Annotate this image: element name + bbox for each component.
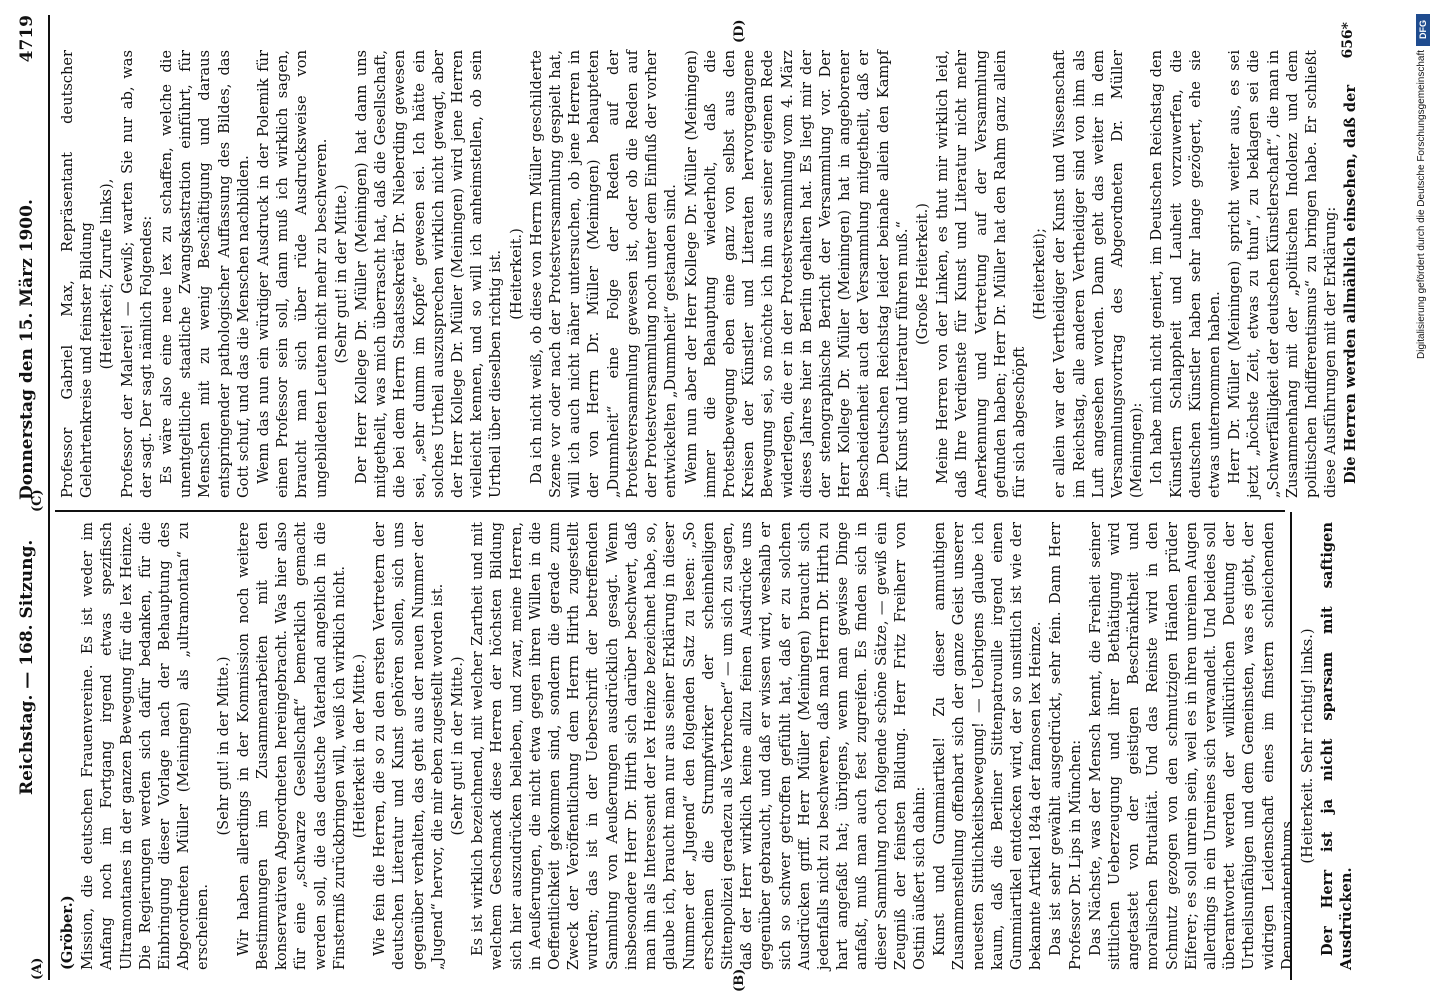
interjection: (Sehr gut! in der Mitte.): [332, 184, 350, 364]
paragraph: Herr Dr. Müller (Meiningen) spricht weiter aus, es sei jetzt „höchste Zeit, etwas zu thun“, zu beklagen sei die „Schwerfälligkeit der deutschen Künstlerschaft“, die man in Zusammenhang mit der „politischen Indolenz und dem politischen Indifferentismus“ zu bringen habe. Er schließt diese Ausführungen mit der Erklärung:: [1226, 50, 1340, 498]
session-date: Donnerstag den 15. März 1900.: [17, 199, 37, 500]
right-column: [58, 50, 1360, 498]
paragraph: Die Herren werden allmählich einsehen, daß der: [1342, 84, 1360, 484]
paragraph: Der Herr Kollege Dr. Müller (Meiningen) hat dann uns mitgetheilt, was mich überrascht hat, daß die Gesellschaft, die bei dem Herrn Staatssekretär Dr. Nieberding gewesen sei, „sehr dumm im Kopfe“ gewesen sei. Ich hätte ein solches Urtheil auszusprechen wirklich nicht gewagt, aber der Herr Kollege Dr. Müller (Meiningen) wird jene Herren vielleicht kennen, und so will ich anheimstellen, ob sein Urtheil über dieselben richtig ist.: [353, 50, 505, 498]
header-rule: [48, 15, 50, 980]
paragraph: Das ist sehr gewählt ausgedrückt, sehr fein. Dann Herr Professor Dr. Lips in München:: [1047, 522, 1084, 970]
margin-mark-c: (C): [30, 489, 45, 512]
interjection: (Heiterkeit);: [1031, 228, 1049, 320]
margin-mark-a: (A): [30, 957, 45, 980]
margin-mark-b: (B): [732, 968, 747, 992]
interjection: (Heiterkeit in der Mitte.): [351, 653, 369, 839]
page-number: 4719: [17, 15, 37, 63]
paragraph: Wenn nun aber der Herr Kollege Dr. Müller (Meiningen) immer die Behauptung wiederholt, daß die Protestbewegung eben eine ganz von selbst aus den Kreisen der Künstler und Literaten hervorgegangene Bewegung sei, so möchte ich ihn aus seiner eigenen Rede widerlegen, die er in der Protestversammlung vom 4. März dieses Jahres hier in Berlin gehalten hat. Es liegt mir der der stenographische Bericht der Versammlung vor. Der Herr Kollege Dr. Müller (Meiningen) hat in angeborener Bescheidenheit auch der Versammlung mitgetheilt, daß er „im Deutschen Reichstag leider beinahe allein den Kampf für Kunst und Literatur führen muß.“: [682, 50, 911, 498]
funding-sidebar: [1415, 10, 1431, 990]
paragraph: Es wäre also eine neue lex zu schaffen, welche die unentgeltliche staatliche Zwangskastration einführt, für Menschen mit zu wenig Beschäftigung und daraus entspringender pathologischer Auffassung des Bildes, das Gott schuf, und das die Menschen nachbilden.: [158, 50, 252, 498]
left-column: [58, 522, 1356, 970]
paragraph: er allein war der Vertheidiger der Kunst und Wissenschaft im Reichstag, alle anderen Vertheidiger sind von ihm als Luft angesehen worden. Dann geht das weiter in dem Versammlungsvortrag des Abgeordneten Dr. Müller (Meiningen):: [1051, 50, 1146, 498]
interjection: (Sehr gut! in der Mitte.): [214, 656, 232, 836]
paragraph: Mission, die deutschen Frauenvereine. Es ist weder im Anfang noch im Fortgang irgend etwas spezifisch Ultramontanes in der ganzen Bewegung für die lex Heinze. Die Regierungen werden sich dafür bedanken, für die Einbringung dieser Vorlage nach der Behauptung des Abgeordneten Müller (Meiningen) als „ultramontan“ zu erscheinen.: [79, 522, 212, 970]
paragraph: Der Herr ist ja nicht sparsam mit saftigen Ausdrücken.: [1319, 522, 1356, 970]
interjection: (Heiterkeit. Sehr richtig! links.): [1299, 628, 1316, 864]
paragraph: Meine Herren von der Linken, es thut mir wirklich leid, daß Ihre Verdienste für Kunst und Literatur nicht mehr Anerkennung und Vertretung auf der Versammlung gefunden haben; Herr Dr. Müller hat den Rahm ganz allein für sich abgeschöpft: [934, 50, 1028, 498]
paragraph: Es ist wirklich bezeichnend, mit welcher Zartheit und mit welchem Geschmack diese Herren der höchsten Bildung sich hier auszudrücken belieben, und zwar, meine Herren, in Aeußerungen, die nicht etwa gegen ihren Willen in die Oeffentlichkeit gekommen sind, sondern die gerade zum Zweck der Veröffentlichung dem Herrn Hirth zugestellt wurden; das ist in der Ueberschrift der betreffenden Sammlung von Aeußerungen ausdrücklich gesagt. Wenn insbesondere Herr Dr. Hirth sich darüber beschwert, daß man ihn als Interessent der lex Heinze bezeichnet habe, so, glaube ich, braucht man nur aus seiner Erklärung in dieser Nummer der „Jugend“ den folgenden Satz zu lesen: „So erscheinen die Strumpfwirker der scheinheiligen Sittenpolizei geradezu als Verbrecher“ — um sich zu sagen, daß der Herr wirklich keine allzu feinen Ausdrücke uns gegenüber gebraucht, und daß er wissen wird, weshalb er sich so schwer getroffen gefühlt hat, daß er zu solchen Ausdrücken griff. Herr Müller (Meiningen) braucht sich jedenfalls nicht zu beschweren, daß man Herrn Dr. Hirth zu hart angefaßt hat; übrigens, wenn man gewisse Dinge anfaßt, muß man auch fest zugreifen. Es finden sich in dieser Sammlung noch folgende schöne Sätze, — gewiß ein Zeugniß der feinsten Bildung. Herr Fritz Freiherr von Ostini äußert sich dahin:: [469, 522, 928, 970]
interjection: (Sehr gut! in der Mitte.): [449, 656, 467, 836]
interjection: (Heiterkeit.): [507, 228, 525, 320]
paragraph: Professor der Malerei! — Gewiß; warten Sie nur ab, was der sagt. Der sagt nämlich Folgendes:: [118, 50, 155, 498]
paragraph: Professor Gabriel Max, Repräsentant deutscher Gelehrtenkreise und feinster Bildung: [59, 50, 96, 498]
paragraph: (Gröber.): [59, 895, 76, 970]
sheet-signature: 656*: [1340, 22, 1356, 59]
interjection: (Große Heiterkeit.): [913, 203, 931, 345]
dfg-logo-icon: DFG: [1416, 14, 1430, 46]
funding-note: Digitalisierung gefördert durch die Deutsche Forschungsgemeinschaft: [1416, 50, 1427, 360]
paragraph: Das Nächste, was der Mensch kennt, die Freiheit seiner sittlichen Ueberzeugung und ihrer Bethätigung wird angetastet von der geistigen Beschränktheit und moralischen Brutalität. Und das Reinste wird in den Schmutz gezogen von den schmutzigen Händen prüder Eiferer; es soll unrein sein, weil es in ihren unreinen Augen allerdings in ein Unreines sich verwandelt. Und beides soll überantwortet werden der willkürlichen Deutung der Urtheilsunfähigen und dem Gemeinsten, was es giebt, der widrigen Leidenschaft eines im finstern schleichenden Denunziantenthums.: [1086, 522, 1296, 970]
column-divider: [55, 510, 1285, 512]
paragraph: Wir haben allerdings in der Kommission noch weitere Bestimmungen im Zusammenarbeiten mit den konservativen Abgeordneten hereingebracht. Was hier also für eine „schwarze Gesellschaft“ bemerklich gemacht werden soll, die das deutsche Vaterland angeblich in die Finsterniß zurückbringen will, weiß ich wirklich nicht.: [234, 522, 348, 970]
paragraph: Kunst und Gummiartikel! Zu dieser anmuthigen Zusammenstellung offenbart sich der ganze Geist unserer neuesten Sittlichkeitsbewegung! — Uebrigens glaube ich kaum, daß die Berliner Sittenpatrouille irgend einen Gummiartikel entdecken wird, der so unsittlich ist wie der bekannte Artikel 184a der famosen lex Heinze.: [931, 522, 1045, 970]
paragraph: Da ich nicht weiß, ob diese von Herrn Müller geschilderte Szene vor oder nach der Protestversammlung gespielt hat, will ich auch nicht näher untersuchen, ob jene Herren in der von Herrn Dr. Müller (Meiningen) behaupteten „Dummheit“ eine Folge der Reden auf der Protestversammlung gewesen ist, oder ob die Reden auf der Protestversammlung noch unter dem Einfluß der vorher entwickelten „Dummheit“ gestanden sind.: [527, 50, 680, 498]
paragraph: Wie fein die Herren, die so zu den ersten Vertretern der deutschen Literatur und Kunst gehören sollen, sich uns gegenüber verhalten, das geht aus der neuen Nummer der „Jugend“ hervor, die mir eben zugestellt worden ist.: [371, 522, 446, 970]
interjection: (Heiterkeit; Zurufe links),: [98, 178, 116, 370]
margin-mark-d: (D): [732, 19, 747, 43]
running-head: Reichstag. — 168. Sitzung.: [17, 539, 37, 795]
paragraph: Wenn das nun ein würdiger Ausdruck in der Polemik für einen Professor sein soll, dann muß ich wirklich sagen, braucht man sich über rüde Ausdrucksweise von ungebildeten Leuten nicht mehr zu beschweren.: [255, 50, 330, 498]
paragraph: Ich habe mich nicht geniert, im Deutschen Reichstag den Künstlern Schlappheit und Lauheit vorzuwerfen, die deutschen Künstler haben sehr lange gezögert, ehe sie etwas unternommen haben.: [1148, 50, 1223, 498]
